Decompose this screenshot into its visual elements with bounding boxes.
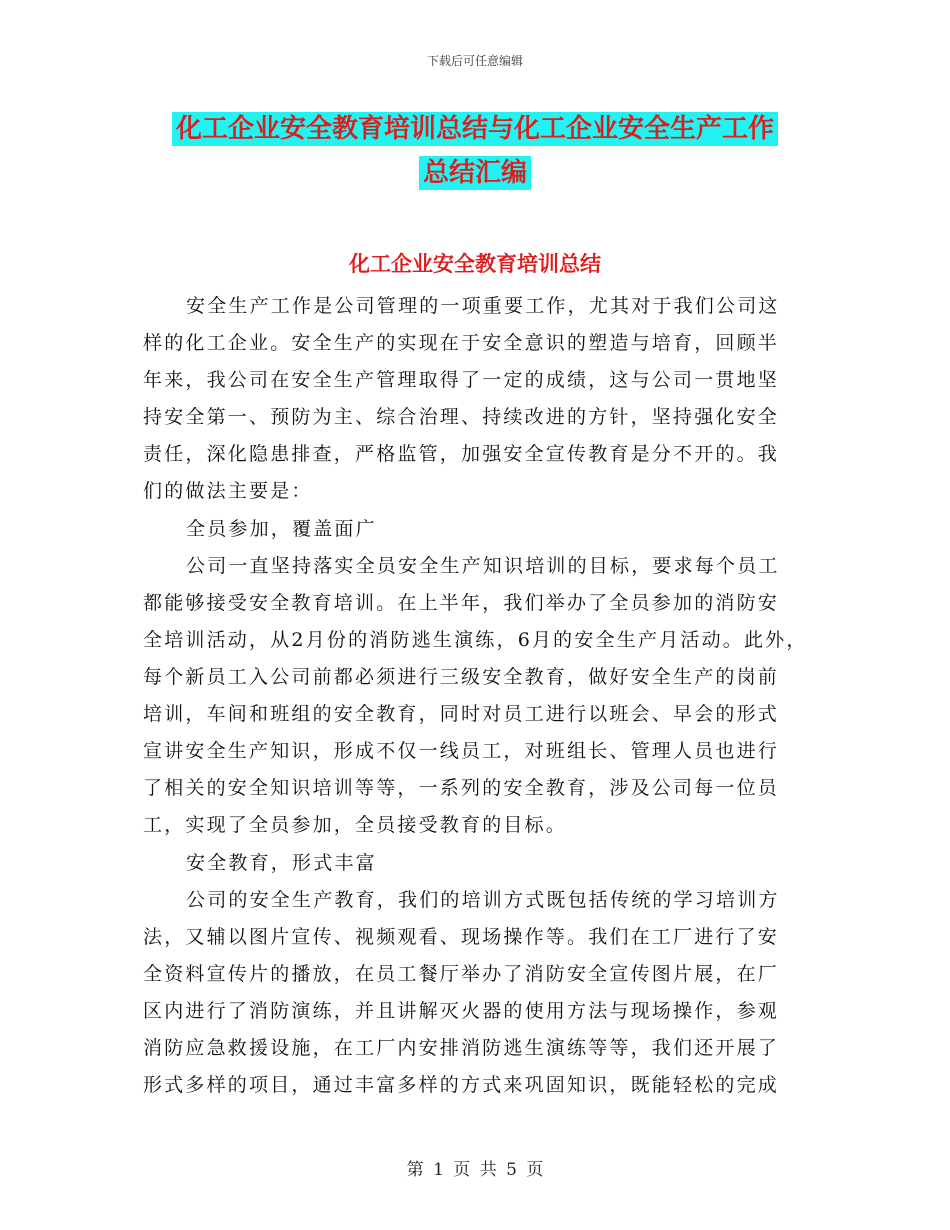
paragraph-line: 区内进行了消防演练，并且讲解灭火器的使用方法与现场操作，参观 <box>143 1000 780 1022</box>
paragraph-line: 公司的安全生产教育，我们的培训方式既包括传统的学习培训方 <box>186 889 780 911</box>
subheading: 安全教育，形式丰富 <box>186 852 377 874</box>
paragraph-line: 责任，深化隐患排查，严格监管，加强安全宣传教育是分不开的。我 <box>143 443 780 465</box>
document-title <box>0 112 950 146</box>
header-note: 下载后可任意编辑 <box>426 54 523 68</box>
paragraph-line: 们的做法主要是： <box>143 480 313 502</box>
paragraph-line: 消防应急救援设施，在工厂内安排消防逃生演练等等，我们还开展了 <box>143 1037 780 1059</box>
section-title: 化工企业安全教育培训总结 <box>349 252 601 276</box>
paragraph-line: 形式多样的项目，通过丰富多样的方式来巩固知识，既能轻松的完成 <box>143 1074 780 1096</box>
paragraph-line: 法，又辅以图片宣传、视频观看、现场操作等。我们在工厂进行了安 <box>143 926 780 948</box>
paragraph-line: 了相关的安全知识培训等等，一系列的安全教育，涉及公司每一位员 <box>143 777 780 799</box>
paragraph-line: 年来，我公司在安全生产管理取得了一定的成绩，这与公司一贯地坚 <box>143 369 780 391</box>
document-title-line-1: 化工企业安全教育培训总结与化工企业安全生产工作 <box>172 112 778 146</box>
paragraph-line: 全资料宣传片的播放，在员工餐厅举办了消防安全宣传图片展，在厂 <box>143 963 780 985</box>
paragraph-line: 培训，车间和班组的安全教育，同时对员工进行以班会、早会的形式 <box>143 703 780 725</box>
paragraph-line: 工，实现了全员参加，全员接受教育的目标。 <box>143 814 568 836</box>
paragraph-line: 全培训活动，从2月份的消防逃生演练，6月的安全生产月活动。此外， <box>143 629 808 651</box>
paragraph-line: 宣讲安全生产知识，形成不仅一线员工，对班组长、管理人员也进行 <box>143 740 780 762</box>
paragraph-line: 安全生产工作是公司管理的一项重要工作，尤其对于我们公司这 <box>186 295 780 317</box>
paragraph-line: 样的化工企业。安全生产的实现在于安全意识的塑造与培育，回顾半 <box>143 332 780 354</box>
page-footer: 第 1 页 共 5 页 <box>406 1160 544 1180</box>
document-title-continued <box>0 156 950 190</box>
paragraph-line: 每个新员工入公司前都必须进行三级安全教育，做好安全生产的岗前 <box>143 666 780 688</box>
paragraph-line: 持安全第一、预防为主、综合治理、持续改进的方针，坚持强化安全 <box>143 406 780 428</box>
document-title-line-2: 总结汇编 <box>419 156 531 190</box>
paragraph-line: 公司一直坚持落实全员安全生产知识培训的目标，要求每个员工 <box>186 555 780 577</box>
subheading: 全员参加，覆盖面广 <box>186 518 377 540</box>
paragraph-line: 都能够接受安全教育培训。在上半年，我们举办了全员参加的消防安 <box>143 592 780 614</box>
